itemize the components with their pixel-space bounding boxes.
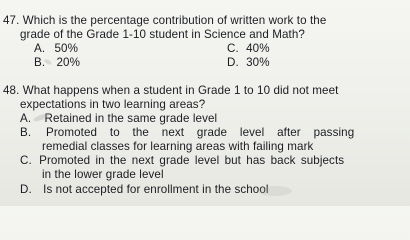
option-letter: B.	[20, 126, 32, 139]
question-47-line-1	[3, 14, 326, 27]
option-text: 20%	[56, 56, 80, 69]
option-letter: A.	[20, 112, 32, 125]
option-text: Is not accepted for enrollment in the school	[43, 183, 269, 196]
question-47-stem-2: grade of the Grade 1-10 student in Science and Math?	[20, 28, 305, 41]
question-47-option-c	[227, 42, 270, 55]
question-48-stem-1: What happens when a student in Grade 1 to 10 did not meet	[22, 84, 339, 97]
question-48-option-a	[20, 112, 217, 125]
option-letter: C.	[227, 42, 239, 55]
question-48-option-b-line-2: remedial classes for learning areas with failing mark	[42, 140, 314, 153]
question-48-option-b	[20, 126, 354, 139]
question-48-option-c-line-2: in the lower grade level	[42, 168, 164, 181]
question-48-line-1	[3, 84, 338, 97]
question-48-number: 48.	[3, 84, 20, 97]
option-letter: D.	[20, 183, 32, 196]
question-48-option-d	[20, 183, 269, 196]
question-48-option-c	[20, 154, 344, 167]
question-47-option-d	[227, 56, 270, 69]
option-text: Retained in the same grade level	[44, 112, 218, 125]
option-letter: C.	[20, 154, 32, 167]
option-text: Promoted to the next grade level after passing	[45, 126, 355, 139]
option-text: Promoted in the next grade level but has back subjects	[39, 154, 345, 167]
question-47-stem-1: Which is the percentage contribution of written work to the	[22, 14, 327, 27]
question-48-stem-2: expectations in two learning areas?	[20, 98, 206, 111]
option-text: 30%	[246, 56, 270, 69]
question-47-option-a	[34, 42, 78, 55]
option-text: 40%	[246, 42, 270, 55]
option-letter: A.	[34, 42, 46, 55]
question-47-option-b	[34, 56, 80, 69]
option-letter: D.	[227, 56, 239, 69]
option-text: 50%	[54, 42, 78, 55]
question-47-number: 47.	[3, 14, 20, 27]
option-letter: B.	[34, 56, 46, 69]
